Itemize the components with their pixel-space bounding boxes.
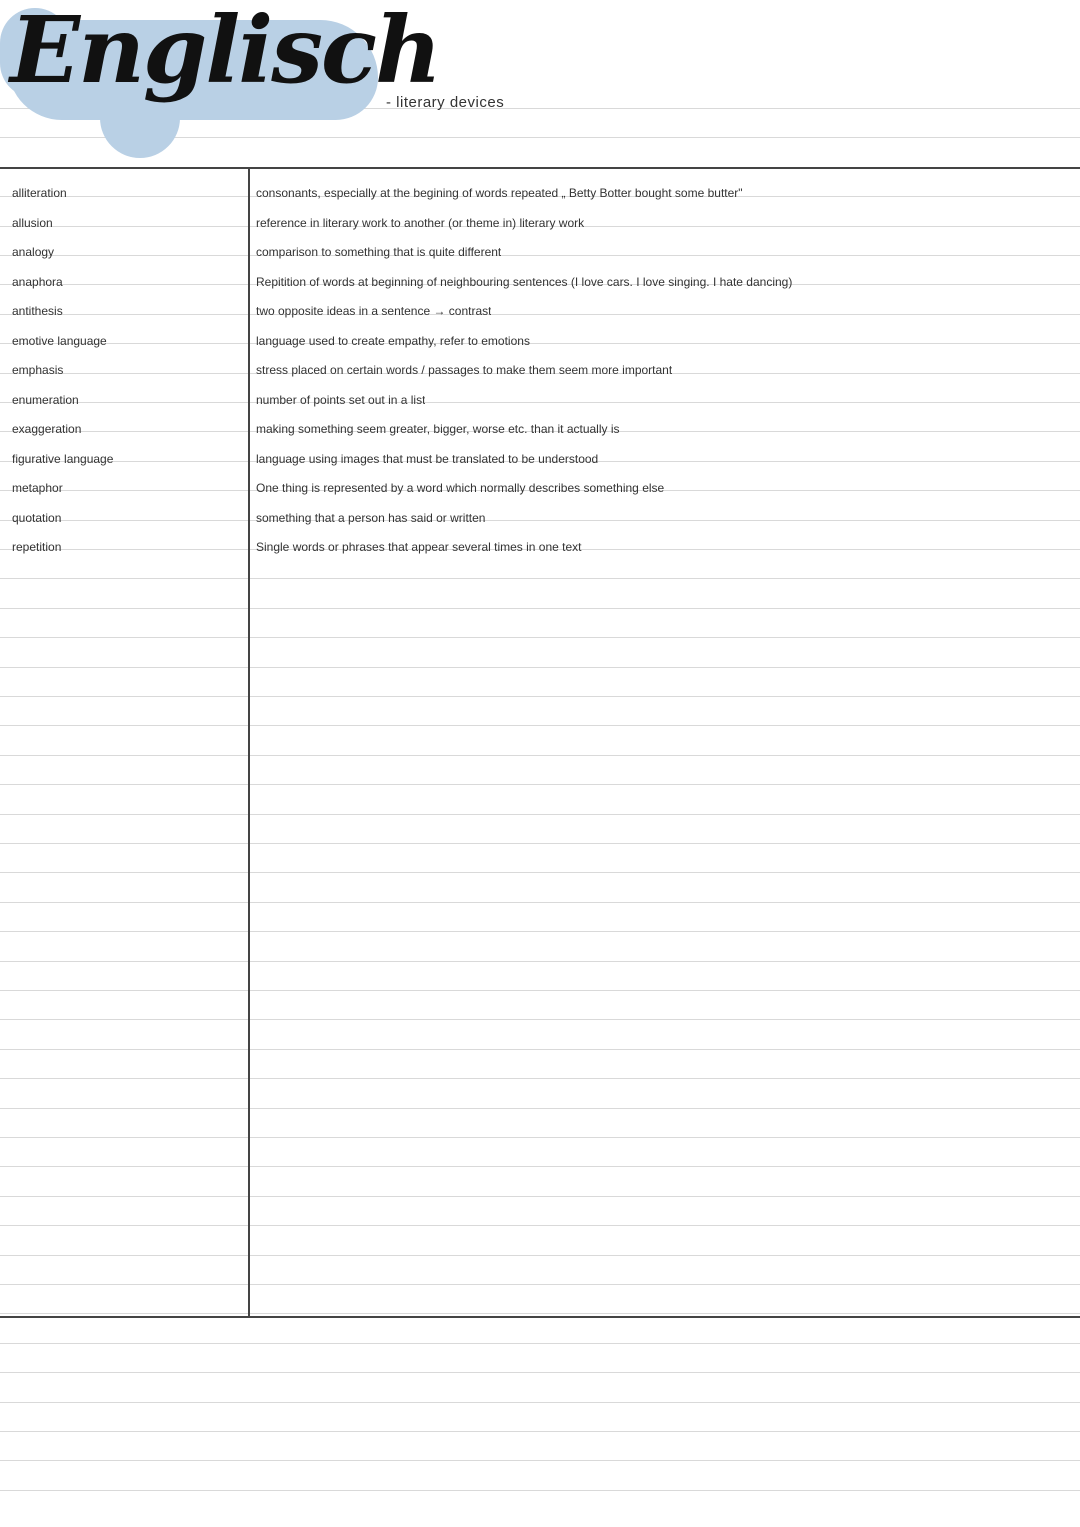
table-row xyxy=(0,533,1080,563)
device-term: metaphor xyxy=(12,481,63,495)
device-definition: Single words or phrases that appear several times in one text xyxy=(256,540,582,554)
table-row xyxy=(0,268,1080,298)
table-row xyxy=(0,327,1080,357)
table-row xyxy=(0,297,1080,327)
device-term: exaggeration xyxy=(12,422,82,436)
device-definition: language used to create empathy, refer to emotions xyxy=(256,333,530,348)
table-row xyxy=(0,504,1080,534)
device-definition: language using images that must be translated to be understood xyxy=(256,451,599,466)
title-text: Englisch xyxy=(10,0,440,104)
device-term: quotation xyxy=(12,510,62,525)
table-row xyxy=(0,474,1080,504)
device-definition: making something seem greater, bigger, worse etc. than it actually is xyxy=(256,422,620,436)
device-term: repetition xyxy=(12,540,62,554)
device-definition: something that a person has said or written xyxy=(256,510,486,525)
device-term: alliteration xyxy=(12,186,67,200)
table-row xyxy=(0,356,1080,386)
ruled-line xyxy=(0,1431,1080,1432)
device-term: emotive language xyxy=(12,333,107,348)
ruled-line xyxy=(0,1402,1080,1403)
device-definition: stress placed on certain words / passages to make them seem more important xyxy=(256,363,673,377)
device-definition: One thing is represented by a word which normally describes something else xyxy=(256,481,665,495)
device-definition: consonants, especially at the begining of words repeated „ Betty Botter bought some butter" xyxy=(256,186,743,200)
device-definition: comparison to something that is quite different xyxy=(256,245,502,259)
device-term: anaphora xyxy=(12,274,63,289)
device-term: antithesis xyxy=(12,304,63,318)
table-top-rule xyxy=(0,167,1080,169)
ruled-line xyxy=(0,1372,1080,1373)
device-term: enumeration xyxy=(12,392,79,407)
device-term: allusion xyxy=(12,215,53,230)
page-title xyxy=(0,0,440,160)
device-definition: two opposite ideas in a sentence → contrast xyxy=(256,304,492,318)
device-term: emphasis xyxy=(12,363,64,377)
device-definition: reference in literary work to another (or theme in) literary work xyxy=(256,215,585,230)
device-term: figurative language xyxy=(12,451,114,466)
ruled-line xyxy=(0,1343,1080,1344)
devices-table xyxy=(0,179,1080,563)
page-subtitle: - literary devices xyxy=(386,94,505,111)
table-row xyxy=(0,445,1080,475)
device-term: analogy xyxy=(12,245,55,259)
table-bottom-rule xyxy=(0,1316,1080,1318)
table-row xyxy=(0,415,1080,445)
device-definition: Repitition of words at beginning of neighbouring sentences (I love cars. I love singing. I hate dancing) xyxy=(256,274,793,289)
device-definition: number of points set out in a list xyxy=(256,392,426,407)
table-row xyxy=(0,179,1080,209)
ruled-line xyxy=(0,1490,1080,1491)
table-row xyxy=(0,209,1080,239)
table-row xyxy=(0,386,1080,416)
ruled-line xyxy=(0,1460,1080,1461)
table-row xyxy=(0,238,1080,268)
